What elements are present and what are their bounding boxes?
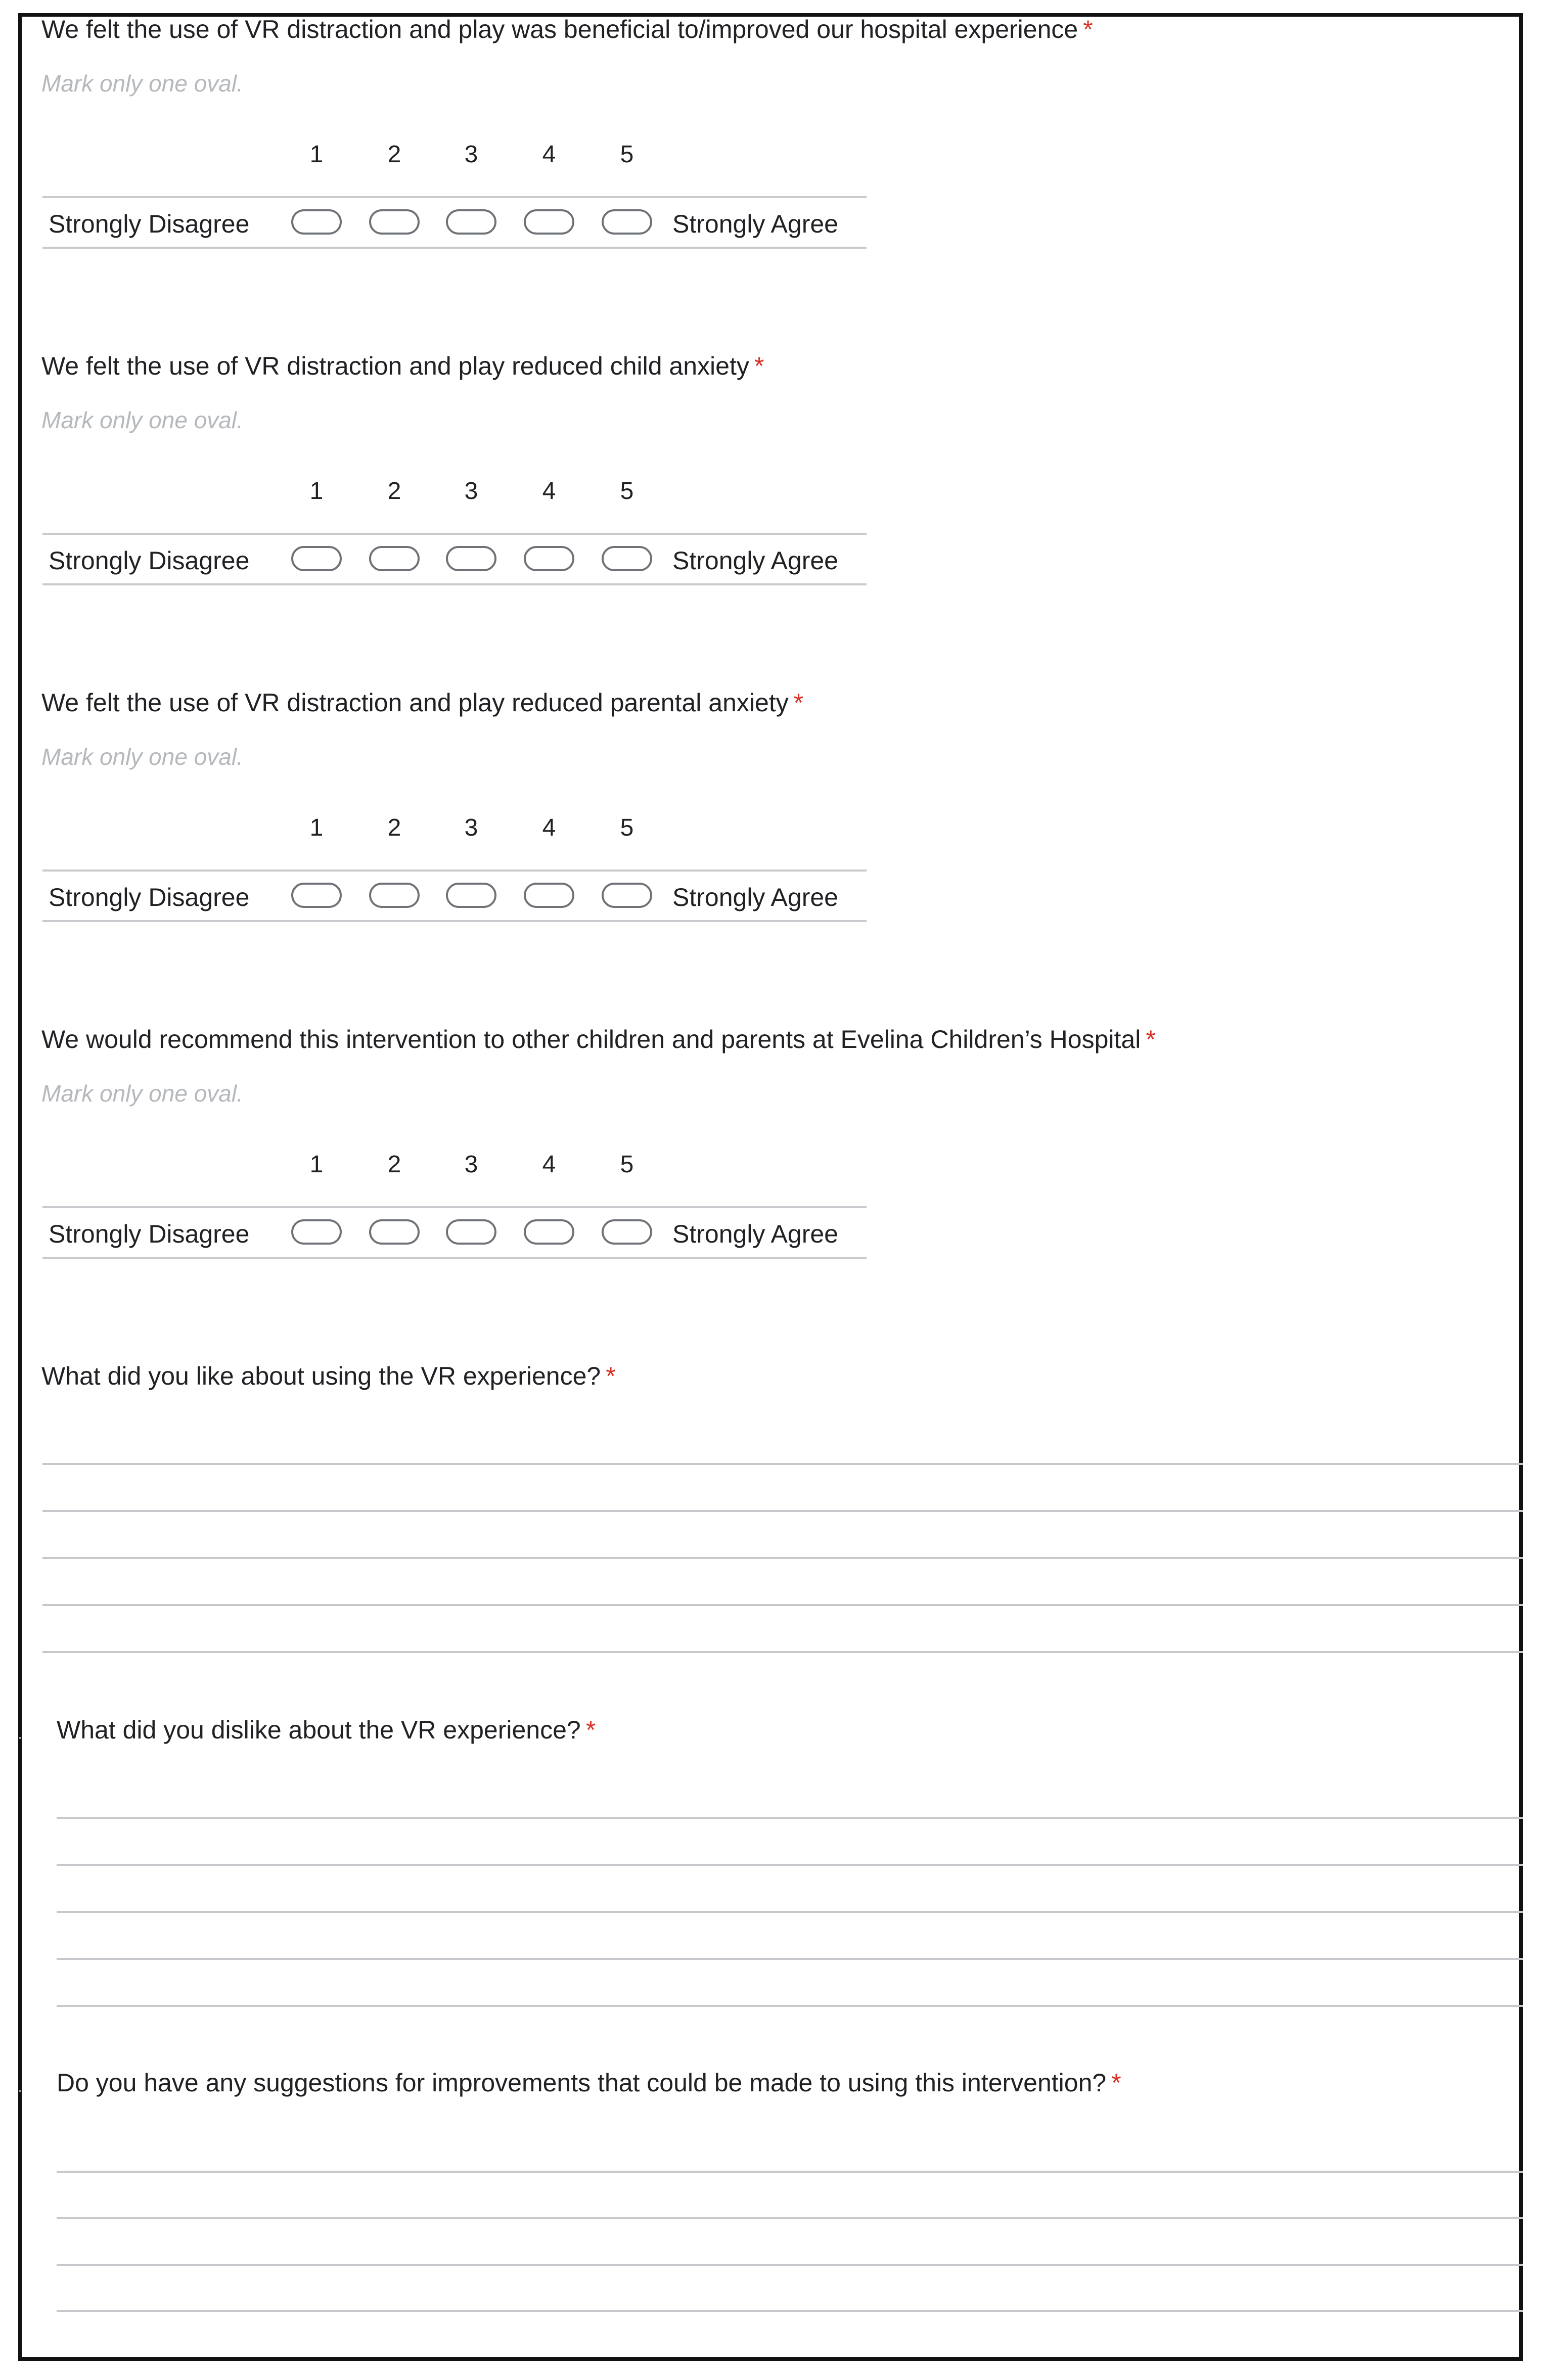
q4-scale-number-4: 4 [542, 1151, 556, 1178]
q4-low-label: Strongly Disagree [49, 1220, 250, 1248]
margin-mark [19, 2090, 21, 2092]
q1-scale-number-5: 5 [620, 141, 634, 168]
question-1-help-text: Mark only one oval. [41, 70, 243, 97]
answer-line [42, 1557, 1523, 1559]
answer-line [57, 2310, 1523, 2312]
required-asterisk: * [1146, 1025, 1156, 1054]
required-asterisk: * [606, 1362, 616, 1390]
question-2-title: We felt the use of VR distraction and play reduced child anxiety * [41, 352, 764, 380]
question-4-scale-row [42, 1206, 867, 1259]
q3-radio-3[interactable] [446, 883, 496, 908]
answer-line [42, 1463, 1523, 1465]
question-3-title: We felt the use of VR distraction and play reduced parental anxiety * [41, 689, 804, 717]
q2-radio-5[interactable] [602, 546, 652, 571]
answer-line [57, 1817, 1523, 1819]
q1-scale-number-3: 3 [464, 141, 478, 168]
q1-scale-number-1: 1 [309, 141, 324, 168]
q1-radio-4[interactable] [524, 209, 574, 235]
q2-radio-2[interactable] [369, 546, 420, 571]
answer-line [57, 2217, 1523, 2219]
q3-scale-number-4: 4 [542, 814, 556, 841]
q4-scale-number-1: 1 [309, 1151, 324, 1178]
q2-high-label: Strongly Agree [672, 546, 838, 575]
q3-low-label: Strongly Disagree [49, 883, 250, 911]
q4-radio-5[interactable] [602, 1219, 652, 1245]
q3-scale-number-1: 1 [309, 814, 324, 841]
q4-scale-number-3: 3 [464, 1151, 478, 1178]
q1-radio-3[interactable] [446, 209, 496, 235]
question-4-help-text: Mark only one oval. [41, 1080, 243, 1107]
q2-scale-number-1: 1 [309, 478, 324, 505]
answer-line [57, 1958, 1523, 1960]
answer-line [57, 1864, 1523, 1866]
required-asterisk: * [585, 1716, 596, 1744]
q1-scale-number-4: 4 [542, 141, 556, 168]
question-1-scale-row [42, 196, 867, 249]
q3-radio-5[interactable] [602, 883, 652, 908]
q4-scale-number-5: 5 [620, 1151, 634, 1178]
q4-radio-4[interactable] [524, 1219, 574, 1245]
q3-scale-number-5: 5 [620, 814, 634, 841]
required-asterisk: * [1111, 2069, 1121, 2097]
q4-radio-3[interactable] [446, 1219, 496, 1245]
margin-mark [19, 1737, 21, 1739]
q3-high-label: Strongly Agree [672, 883, 838, 911]
q3-scale-number-3: 3 [464, 814, 478, 841]
question-7-title: Do you have any suggestions for improvements that could be made to using this intervention? * [57, 2069, 1121, 2097]
q2-scale-number-5: 5 [620, 478, 634, 505]
question-2-help-text: Mark only one oval. [41, 407, 243, 433]
q2-radio-1[interactable] [291, 546, 342, 571]
q4-scale-number-2: 2 [387, 1151, 401, 1178]
question-5-title: What did you like about using the VR experience? * [41, 1362, 616, 1390]
q2-radio-4[interactable] [524, 546, 574, 571]
question-6-title: What did you dislike about the VR experience? * [57, 1716, 596, 1744]
question-1-title: We felt the use of VR distraction and play was beneficial to/improved our hospital experience * [41, 15, 1093, 43]
q4-radio-1[interactable] [291, 1219, 342, 1245]
q1-radio-1[interactable] [291, 209, 342, 235]
q1-radio-5[interactable] [602, 209, 652, 235]
q2-scale-number-4: 4 [542, 478, 556, 505]
question-3-help-text: Mark only one oval. [41, 744, 243, 770]
answer-line [42, 1651, 1523, 1653]
q3-radio-1[interactable] [291, 883, 342, 908]
q4-high-label: Strongly Agree [672, 1220, 838, 1248]
answer-line [42, 1604, 1523, 1606]
question-2-scale-row [42, 533, 867, 585]
q2-scale-number-2: 2 [387, 478, 401, 505]
q3-radio-2[interactable] [369, 883, 420, 908]
answer-line [57, 1911, 1523, 1913]
q4-radio-2[interactable] [369, 1219, 420, 1245]
q1-low-label: Strongly Disagree [49, 210, 250, 238]
question-3-scale-row [42, 869, 867, 922]
q1-scale-number-2: 2 [387, 141, 401, 168]
q2-radio-3[interactable] [446, 546, 496, 571]
answer-line [57, 2171, 1523, 2173]
q3-radio-4[interactable] [524, 883, 574, 908]
q3-scale-number-2: 2 [387, 814, 401, 841]
answer-line [42, 1510, 1523, 1512]
q2-low-label: Strongly Disagree [49, 546, 250, 575]
question-4-title: We would recommend this intervention to other children and parents at Evelina Children’s Hospital * [41, 1025, 1156, 1054]
required-asterisk: * [793, 689, 804, 717]
required-asterisk: * [1083, 15, 1093, 43]
answer-line [57, 2005, 1523, 2007]
q2-scale-number-3: 3 [464, 478, 478, 505]
answer-line [57, 2264, 1523, 2266]
q1-high-label: Strongly Agree [672, 210, 838, 238]
q1-radio-2[interactable] [369, 209, 420, 235]
required-asterisk: * [754, 352, 764, 380]
